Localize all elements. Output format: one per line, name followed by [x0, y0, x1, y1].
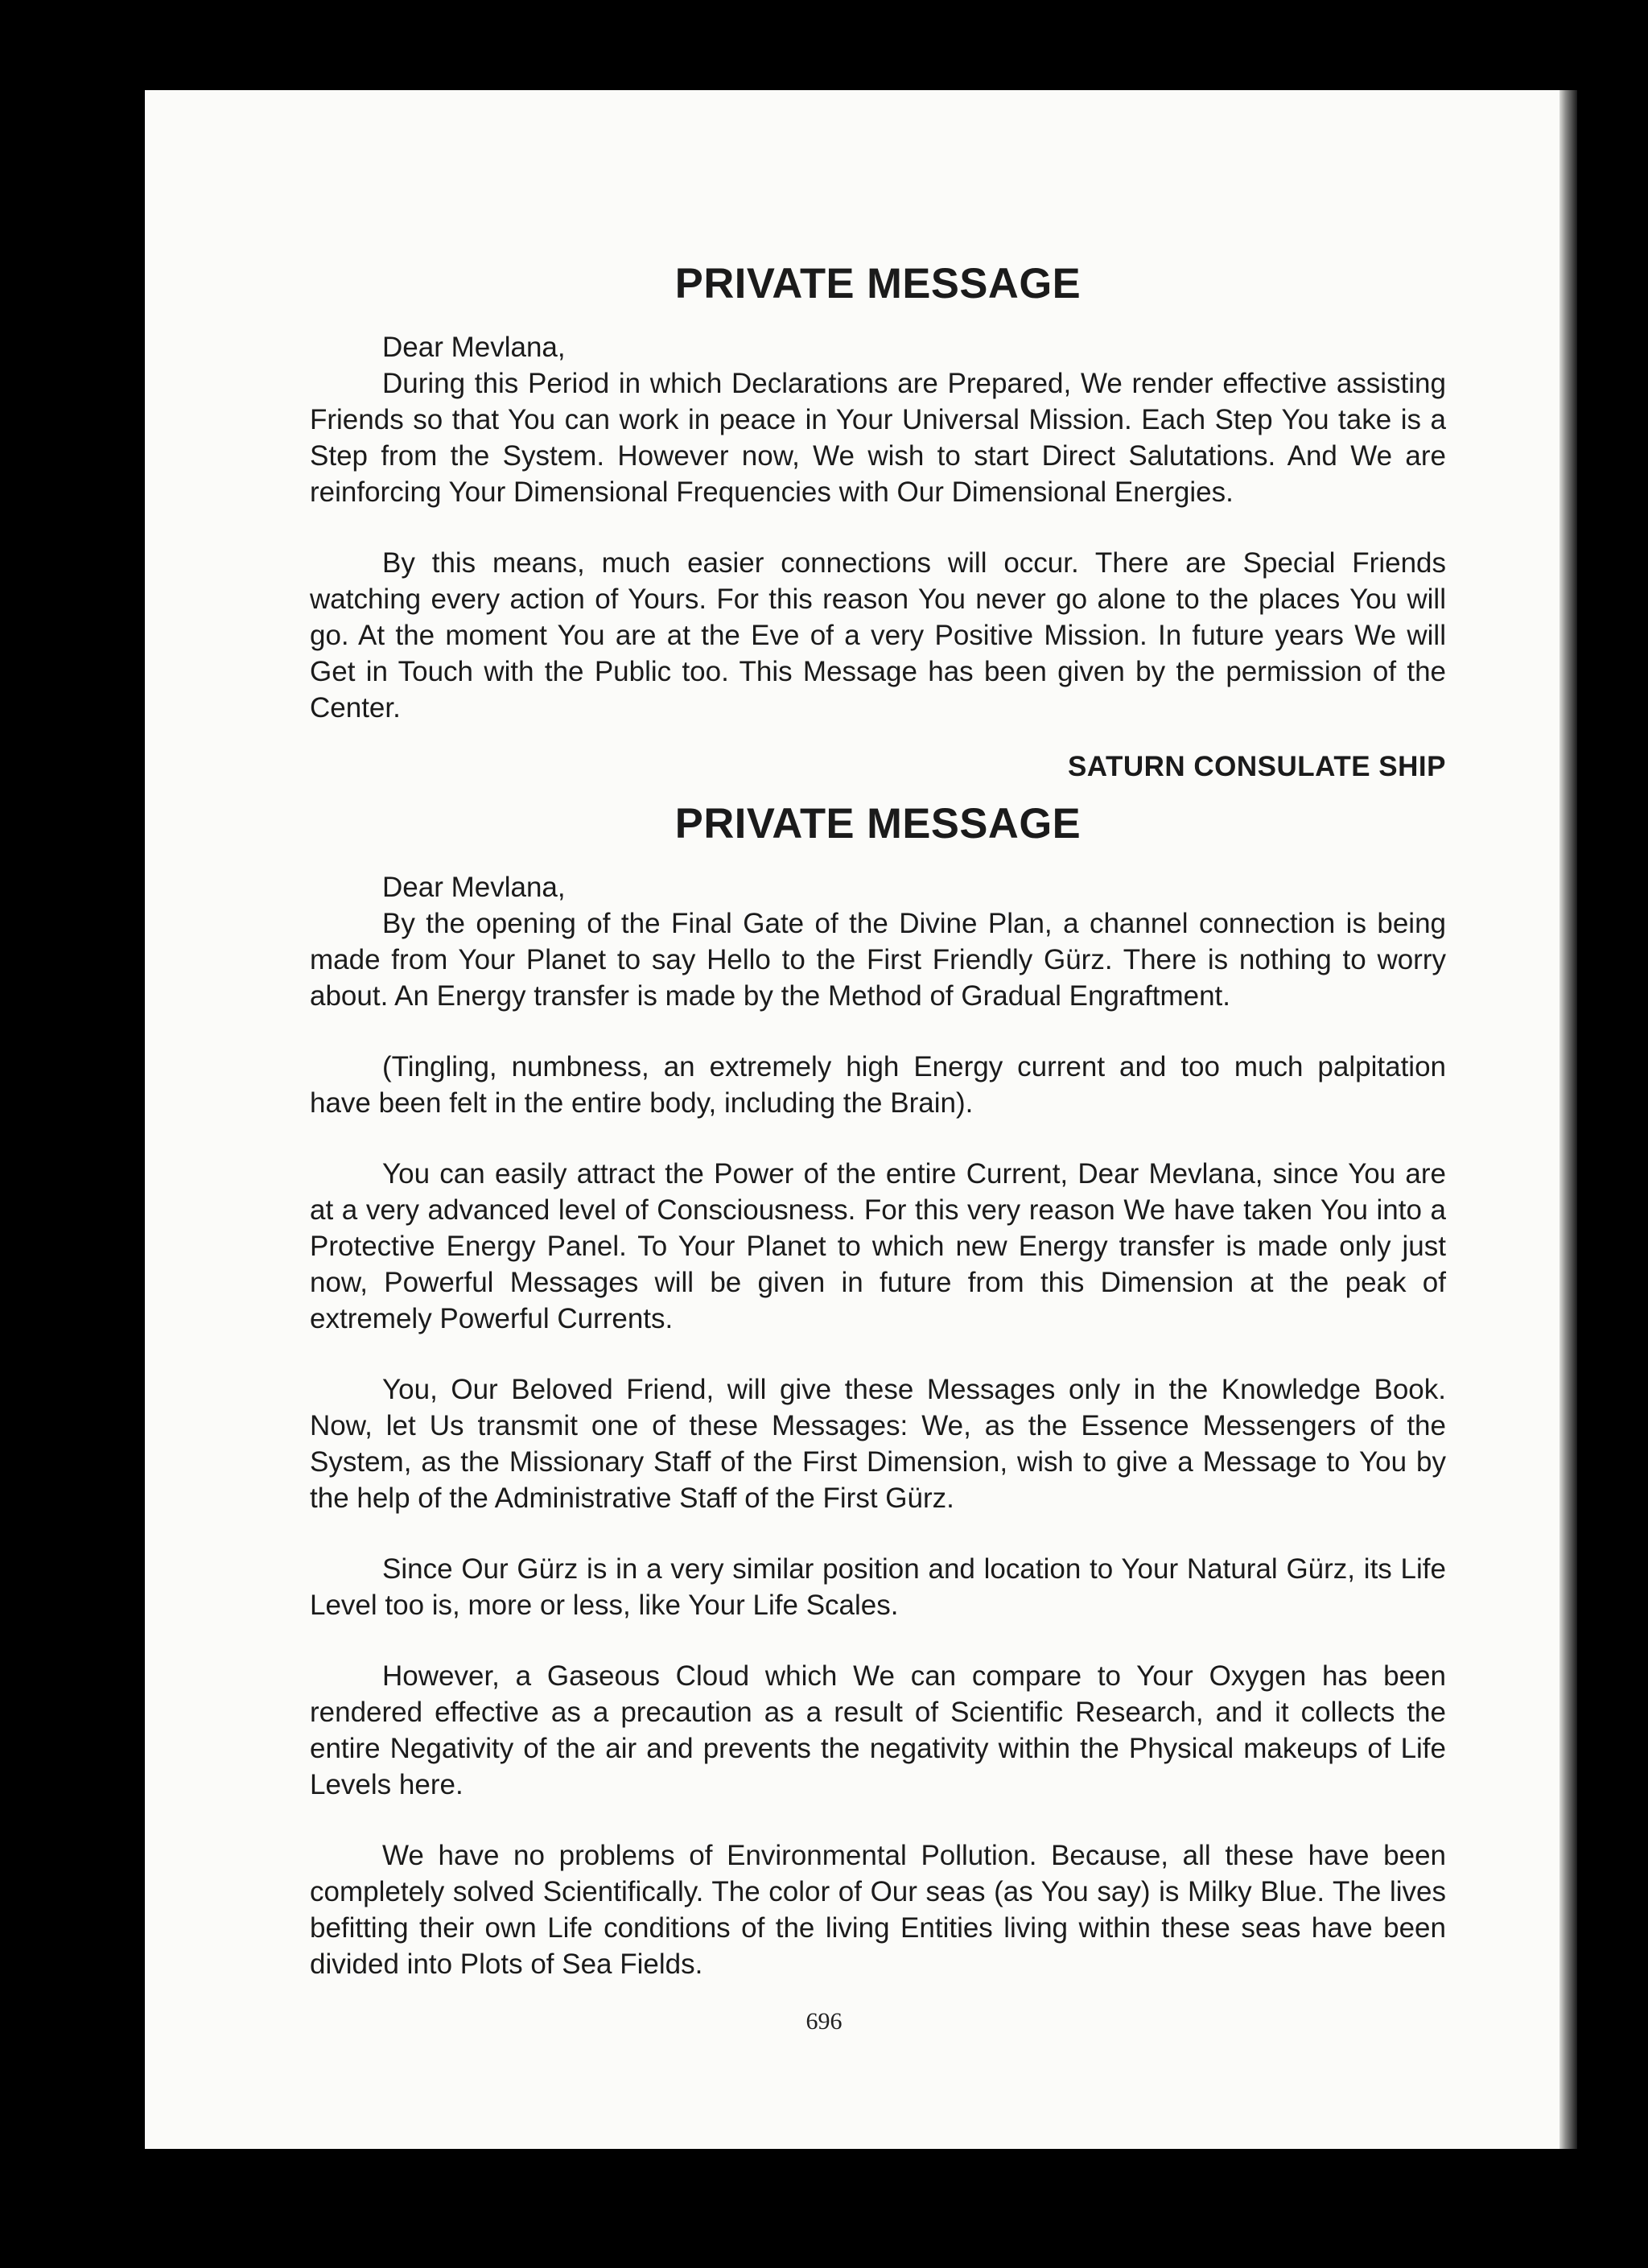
message-2-salutation: Dear Mevlana, — [382, 872, 566, 903]
message-1-heading: PRIVATE MESSAGE — [674, 260, 1082, 307]
page-text — [310, 260, 1446, 1982]
page-number: 696 — [805, 2008, 843, 2035]
message-2-paragraph-3: You can easily attract the Power of the entire Current, Dear Mevlana, since You are at a very advanced level of Consciousness. For this very reason We have taken You into a Protective Energy Panel. To Your Planet to which new Energy transfer is made only just now, Powerful Messages will be given in future from this Dimension at the peak of extremely Powerful Currents. — [310, 1158, 1446, 1334]
message-2-paragraph-5: Since Our Gürz is in a very similar position and location to Your Natural Gürz, its Life Level too is, more or less, like Your Life Scales. — [310, 1553, 1446, 1621]
message-2-paragraph-2: (Tingling, numbness, an extremely high Energy current and too much palpitation have been felt in the entire body, including the Brain). — [310, 1051, 1446, 1119]
page-edge-shadow — [1559, 90, 1577, 2149]
message-2-heading: PRIVATE MESSAGE — [674, 800, 1082, 847]
message-1-paragraph-1: During this Period in which Declarations are Prepared, We render effective assisting Friends so that You can work in peace in Your Universal Mission. Each Step You take is a Step from the System. However now, We wish to start Direct Salutations. And We are reinforcing Your Dimensional Frequencies with Our Dimensional Energies. — [310, 368, 1446, 508]
message-2-paragraph-7: We have no problems of Environmental Pollution. Because, all these have been completely solved Scientifically. The color of Our seas (as You say) is Milky Blue. The lives befitting their own Life conditions of the living Entities living within these seas have been divided into Plots of Sea Fields. — [310, 1840, 1446, 1980]
message-1-paragraph-2: By this means, much easier connections will occur. There are Special Friends watching every action of Yours. For this reason You never go alone to the places You will go. At the moment You are at the Eve of a very Positive Mission. In future years We will Get in Touch with the Public too. This Message has been given by the permission of the Center. — [310, 547, 1446, 724]
message-2-paragraph-6: However, a Gaseous Cloud which We can compare to Your Oxygen has been rendered effective as a precaution as a result of Scientific Research, and it collects the entire Negativity of the air and prevents the negativity within the Physical makeups of Life Levels here. — [310, 1660, 1446, 1800]
message-2-paragraph-1: By the opening of the Final Gate of the Divine Plan, a channel connection is being made from Your Planet to say Hello to the First Friendly Gürz. There is nothing to worry about. An Energy transfer is made by the Method of Gradual Engraftment. — [310, 908, 1446, 1012]
message-2-paragraph-4: You, Our Beloved Friend, will give these Messages only in the Knowledge Book. Now, let Us transmit one of these Messages: We, as the Essence Messengers of the System, as the Missionary Staff of the First Dimension, wish to give a Message to You by the help of the Administrative Staff of the First Gürz. — [310, 1374, 1446, 1514]
message-1-salutation: Dear Mevlana, — [382, 332, 566, 363]
message-1-signature: SATURN CONSULATE SHIP — [1067, 751, 1446, 782]
